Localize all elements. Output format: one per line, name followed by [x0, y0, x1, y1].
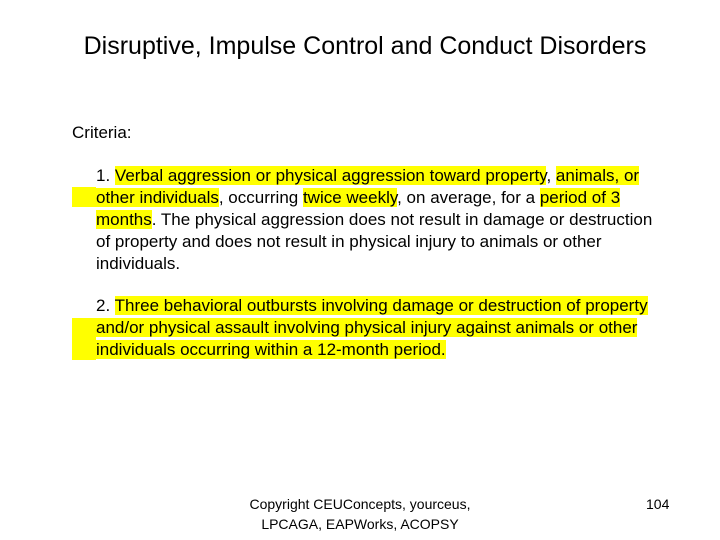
- highlighted-phrase: animals, or other individuals: [96, 166, 640, 207]
- criterion-item-2: [96, 295, 656, 361]
- copyright-footer: Copyright CEUConcepts, yourceus, LPCAGA, EAPWorks, ACOPSY: [249, 496, 471, 532]
- slide-title: Disruptive, Impulse Control and Conduct Disorders: [83, 32, 647, 60]
- page-number: 104: [646, 496, 670, 512]
- plain-phrase: , occurring: [218, 188, 303, 207]
- criterion-1-text: [96, 166, 652, 273]
- highlighted-phrase: period of 3 months: [96, 188, 621, 229]
- criterion-1-number: 1.: [96, 166, 111, 185]
- highlighted-phrase: twice weekly: [302, 188, 398, 207]
- highlight-gutter-1: [72, 187, 96, 207]
- criterion-item-1: [96, 165, 656, 275]
- criterion-2-number: 2.: [96, 296, 111, 315]
- criteria-label: Criteria:: [72, 123, 132, 142]
- plain-phrase: ,: [546, 166, 556, 185]
- plain-phrase: , on average, for a: [397, 188, 540, 207]
- criterion-2-text: Three behavioral outbursts involving damage or destruction of property and/or physical assault involving physical injury against animals or other individuals occurring within a 12-month period.: [96, 296, 648, 359]
- plain-phrase: . The physical aggression does not result in damage or destruction of property and does not result in physical injury to animals or other individuals.: [96, 210, 653, 273]
- highlighted-phrase: Verbal aggression or physical aggression toward property: [114, 166, 547, 185]
- highlight-gutter-2: [72, 318, 96, 360]
